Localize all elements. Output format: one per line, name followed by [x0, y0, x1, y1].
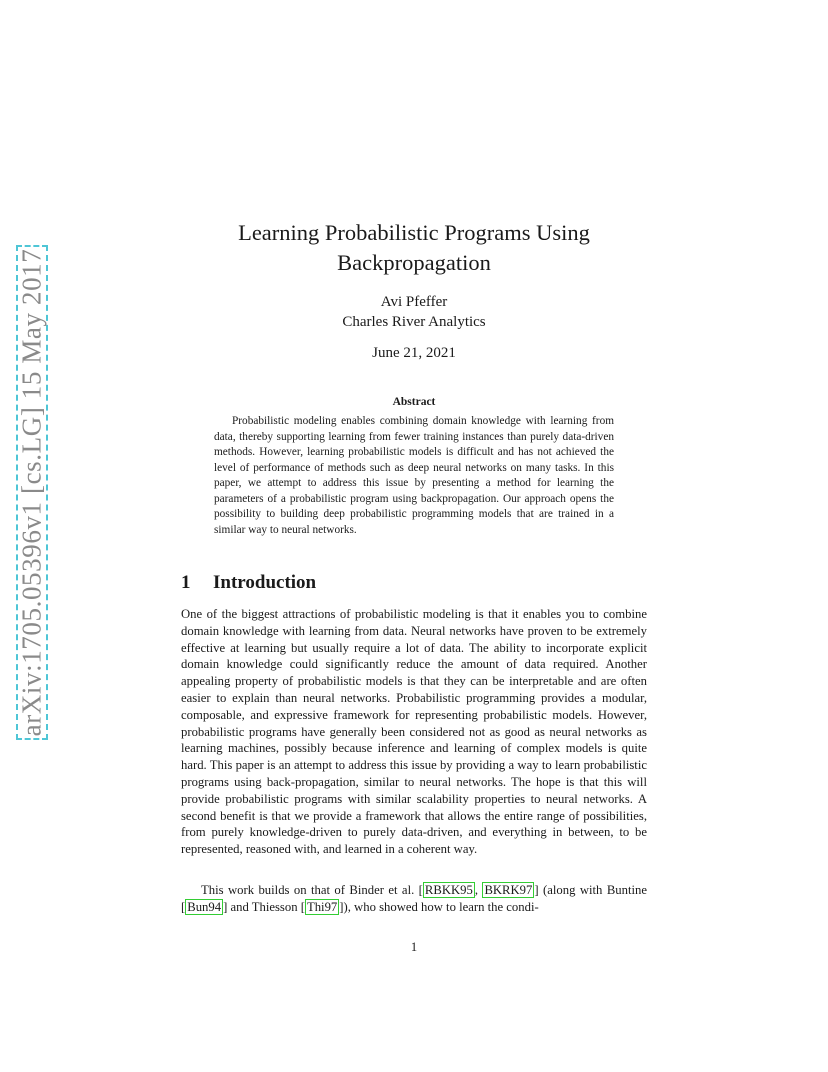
paper-date: June 21, 2021	[372, 345, 456, 361]
title-line-2: Backpropagation	[337, 250, 491, 275]
citation-link-rbkk95[interactable]: RBKK95	[424, 883, 473, 897]
p2-sep: ,	[474, 883, 483, 897]
author-block	[180, 292, 648, 332]
citation-link-bun94[interactable]: Bun94	[187, 899, 222, 914]
arxiv-watermark	[16, 245, 48, 740]
citation-link-thi97[interactable]: Thi97	[306, 899, 338, 914]
page-number: 1	[410, 940, 418, 954]
section-title: Introduction	[213, 572, 317, 593]
author-name: Avi Pfeffer	[380, 294, 448, 310]
section-number: 1	[181, 572, 191, 593]
p2-text-4: ]), who showed how to learn the condi-	[339, 899, 539, 914]
p2-text-2: ] (along with Buntine [	[181, 883, 647, 914]
abstract-text: Probabilistic modeling enables combining domain knowledge with learning from data, thereby supporting learning from fewer training instances than purely data-driven methods. However, learning probabilistic models is difficult and has not achieved the level of performance of methods such as deep neural networks on many tasks. In this paper, we attempt to address this issue by presenting a method for learning the parameters of a probabilistic program using backpropagation. Our approach opens the possibility to building deep probabilistic programming models that are trained in a similar way to neural networks.	[214, 415, 614, 536]
intro-paragraph-2	[181, 882, 647, 916]
author-affiliation: Charles River Analytics	[342, 314, 486, 330]
p2-text-3: ] and Thiesson [	[223, 899, 305, 914]
section-heading	[181, 572, 316, 594]
arxiv-id-text: arXiv:1705.05396v1 [cs.LG] 15 May 2017	[16, 248, 47, 737]
title-line-1: Learning Probabilistic Programs Using	[238, 220, 590, 245]
p2-text-1: This work builds on that of Binder et al. [	[201, 883, 423, 897]
intro-paragraph-1: One of the biggest attractions of probabilistic modeling is that it enables you to combine domain knowledge with learning from data. Neural networks have proven to be extremely effective at learning but usually require a lot of data. The ability to incorporate explicit domain knowledge could significantly reduce the amount of data required. Another appealing property of probabilistic models is that they can be interpretable and are often easier to explain than neural networks. Probabilistic programming provides a modular, composable, and expressive framework for representing probabilistic models. However, probabilistic programs have generally been considered not as good as neural networks as learning machines, possibly because inference and learning of complex models is quite hard. This paper is an attempt to address this issue by providing a way to learn probabilistic programs using back-propagation, similar to neural networks. The hope is that this will provide probabilistic programs with similar scalability properties to neural networks. A second benefit is that we provide a framework that allows the entire range of possibilities, from purely knowledge-driven to purely data-driven, and everything in between, to be represented, reasoned with, and learned in a coherent way.	[181, 607, 647, 857]
paper-title	[180, 218, 648, 278]
abstract-heading: Abstract	[392, 396, 436, 408]
citation-link-bkrk97[interactable]: BKRK97	[484, 883, 533, 897]
